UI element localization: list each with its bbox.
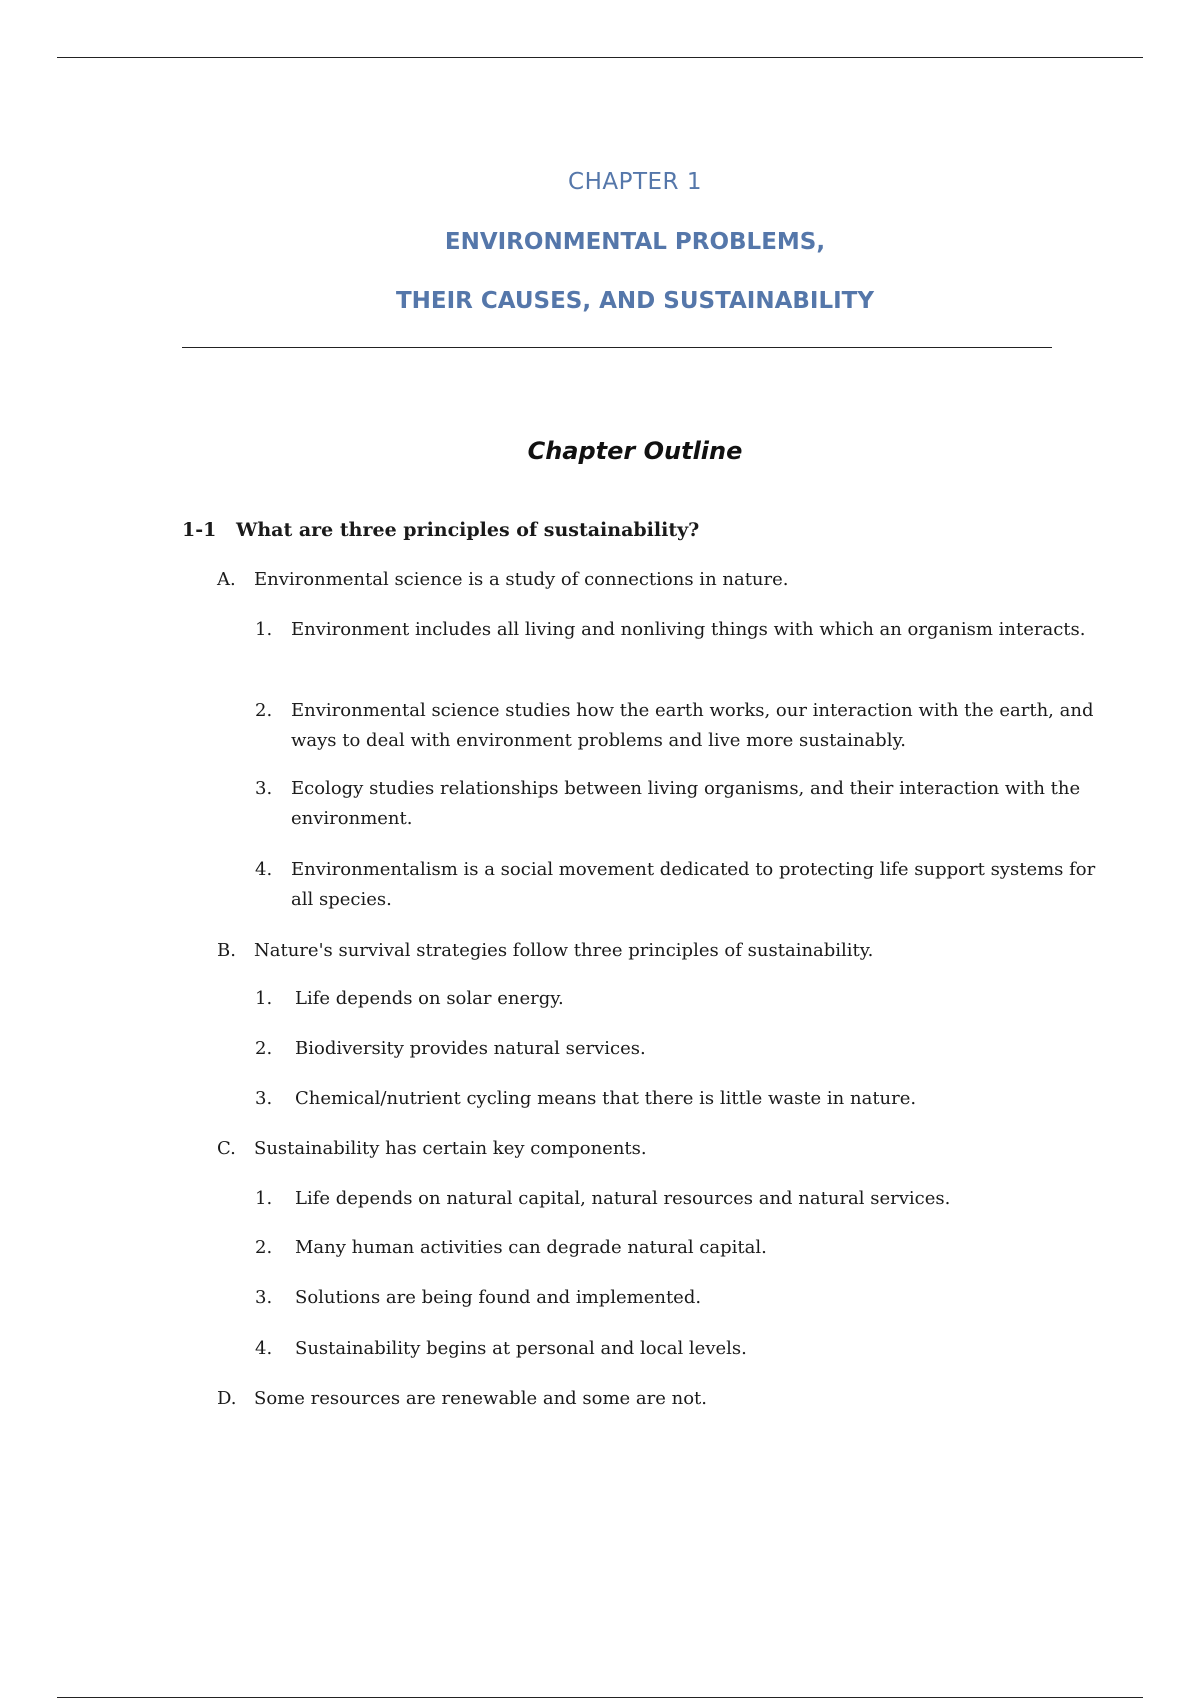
section-number: 1-1 [182,519,217,541]
outline-item-b [217,936,1117,966]
subitem-marker: 4. [255,1338,273,1359]
subitem-text: Environmentalism is a social movement dedicated to protecting life support systems for all species. [291,859,1096,910]
item-text: Sustainability has certain key components. [254,1138,647,1159]
subitem-marker: 3. [255,1287,273,1308]
outline-subitem-a4 [255,855,1105,915]
outline-subitem-c2 [255,1233,1105,1263]
outline-subitem-b1 [255,984,1105,1014]
subitem-text: Chemical/nutrient cycling means that there is little waste in nature. [295,1088,917,1109]
item-marker: B. [217,940,236,961]
section-question: What are three principles of sustainability? [236,519,700,541]
subitem-text: Life depends on solar energy. [295,988,564,1009]
chapter-number: CHAPTER 1 [568,169,702,195]
subitem-marker: 4. [255,859,273,880]
item-marker: C. [217,1138,236,1159]
outline-subitem-a3 [255,774,1105,834]
subitem-marker: 1. [255,1188,273,1209]
item-text: Environmental science is a study of connections in nature. [254,569,789,590]
page-top-rule [57,57,1143,58]
subitem-marker: 2. [255,1038,273,1059]
chapter-title-line-2: THEIR CAUSES, AND SUSTAINABILITY [395,288,875,314]
outline-subitem-a1 [255,615,1105,645]
outline-item-c [217,1134,1117,1164]
item-marker: A. [217,569,236,590]
page-bottom-rule [57,1697,1143,1698]
chapter-title-line-1: ENVIRONMENTAL PROBLEMS, [444,229,826,255]
outline-item-d [217,1384,1117,1414]
subitem-text: Life depends on natural capital, natural resources and natural services. [295,1188,951,1209]
subitem-marker: 3. [255,778,273,799]
subitem-marker: 3. [255,1088,273,1109]
subitem-text: Environmental science studies how the earth works, our interaction with the earth, and ways to deal with environment problems and live more sustainably. [291,700,1094,751]
subitem-text: Biodiversity provides natural services. [295,1038,646,1059]
outline-subitem-b2 [255,1034,1105,1064]
item-text: Nature's survival strategies follow three principles of sustainability. [254,940,874,961]
subitem-marker: 2. [255,700,273,721]
outline-subitem-c3 [255,1283,1105,1313]
item-marker: D. [217,1388,237,1409]
section-heading [182,519,699,541]
outline-subitem-b3 [255,1084,1105,1114]
subitem-marker: 1. [255,988,273,1009]
subitem-marker: 1. [255,619,273,640]
subitem-text: Sustainability begins at personal and local levels. [295,1338,747,1359]
outline-subitem-a2 [255,696,1105,756]
outline-subitem-c1 [255,1184,1105,1214]
subitem-text: Environment includes all living and nonliving things with which an organism interacts. [291,619,1086,640]
title-divider [182,347,1052,348]
outline-title: Chapter Outline [527,437,743,465]
item-text: Some resources are renewable and some are not. [254,1388,708,1409]
outline-item-a [217,565,1117,595]
subitem-text: Many human activities can degrade natural capital. [295,1237,767,1258]
subitem-text: Ecology studies relationships between living organisms, and their interaction with the environment. [291,778,1081,829]
outline-subitem-c4 [255,1334,1105,1364]
subitem-text: Solutions are being found and implemented. [295,1287,702,1308]
subitem-marker: 2. [255,1237,273,1258]
